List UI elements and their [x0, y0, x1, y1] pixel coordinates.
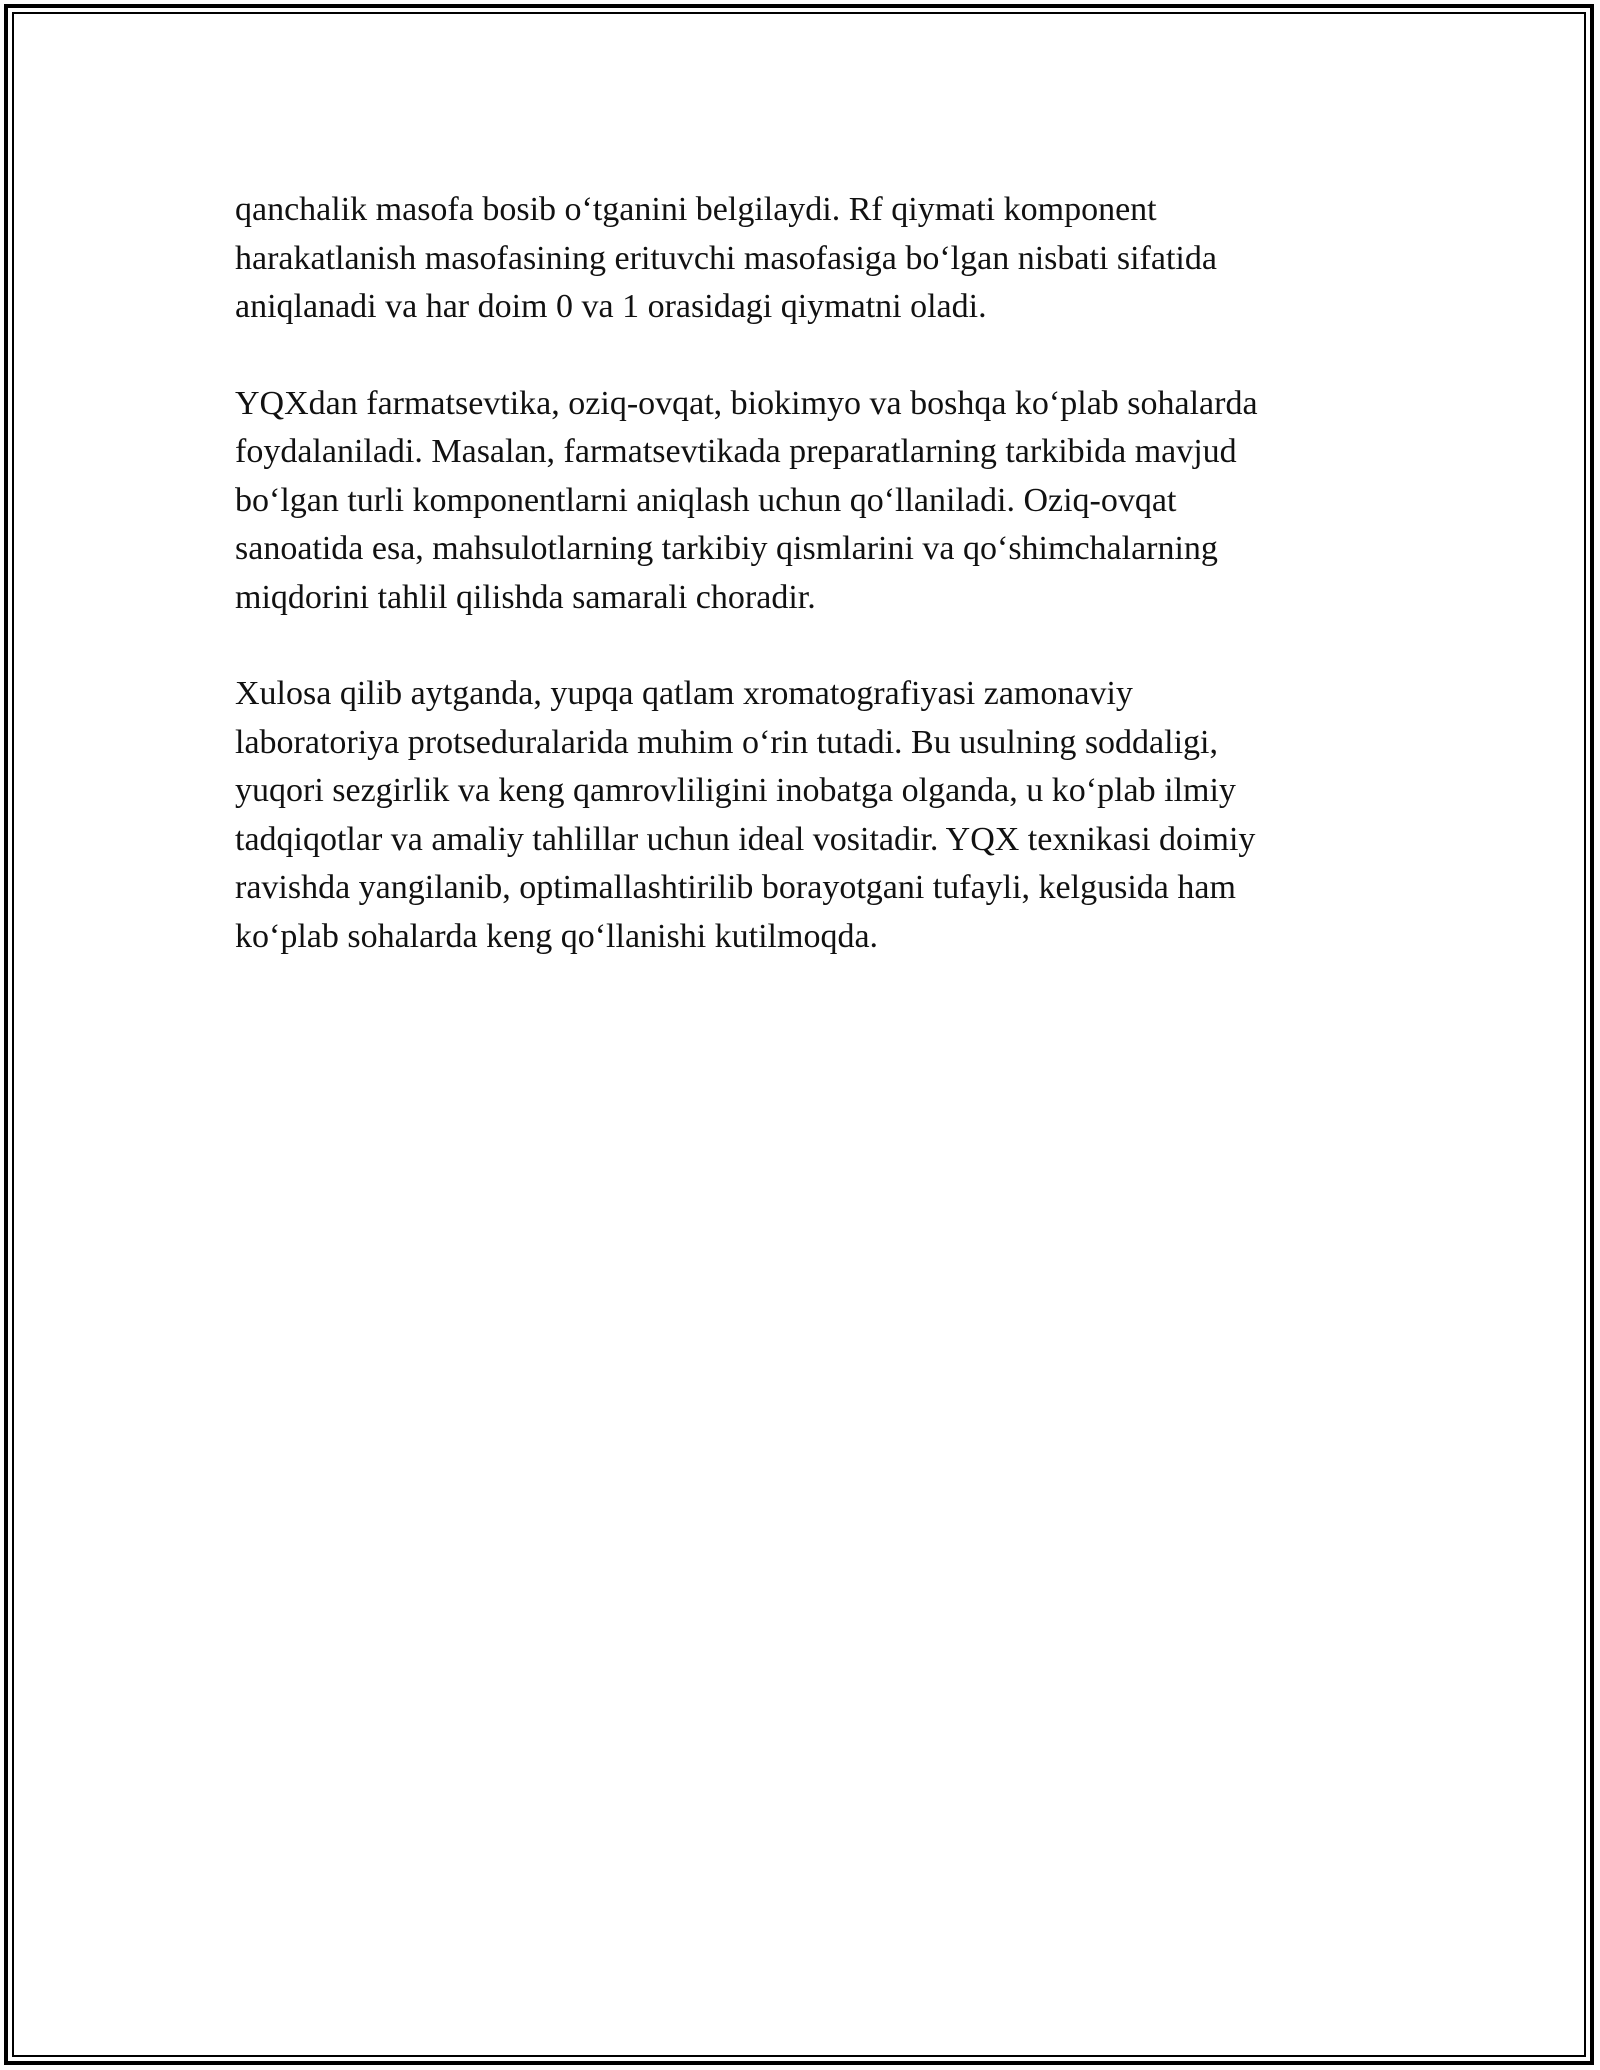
text-line: YQXdan farmatsevtika, oziq-ovqat, biokimyo va boshqa ko‘plab sohalarda — [235, 384, 1258, 422]
text-line: qanchalik masofa bosib o‘tganini belgilaydi. Rf qiymati komponent — [235, 191, 1157, 228]
text-line: foydalaniladi. Masalan, farmatsevtikada preparatlarning tarkibida mavjud — [235, 433, 1237, 470]
paragraph-rf-value — [235, 186, 1365, 332]
text-line: miqdorini tahlil qilishda samarali choradir. — [235, 578, 816, 616]
text-line: bo‘lgan turli komponentlarni aniqlash uchun qo‘llaniladi. Oziq-ovqat — [235, 481, 1177, 519]
text-line: aniqlanadi va har doim 0 va 1 orasidagi qiymatni oladi. — [235, 288, 987, 325]
text-line: sanoatida esa, mahsulotlarning tarkibiy qismlarini va qo‘shimchalarning — [235, 530, 1218, 567]
paragraph-conclusion — [235, 670, 1365, 961]
text-line: tadqiqotlar va amaliy tahlillar uchun ideal vositadir. YQX texnikasi doimiy — [235, 820, 1256, 858]
text-line: yuqori sezgirlik va keng qamrovliligini inobatga olganda, u ko‘plab ilmiy — [235, 772, 1236, 809]
text-line: harakatlanish masofasining erituvchi masofasiga bo‘lgan nisbati sifatida — [235, 239, 1217, 277]
text-line: ko‘plab sohalarda keng qo‘llanishi kutilmoqda. — [235, 917, 879, 955]
text-line: Xulosa qilib aytganda, yupqa qatlam xromatografiyasi zamonaviy — [235, 675, 1133, 712]
text-line: ravishda yangilanib, optimallashtirilib borayotgani tufayli, kelgusida ham — [235, 869, 1236, 906]
text-line: laboratoriya protseduralarida muhim o‘rin tutadi. Bu usulning soddaligi, — [235, 723, 1218, 761]
document-body — [235, 186, 1365, 1009]
paragraph-applications — [235, 380, 1365, 623]
